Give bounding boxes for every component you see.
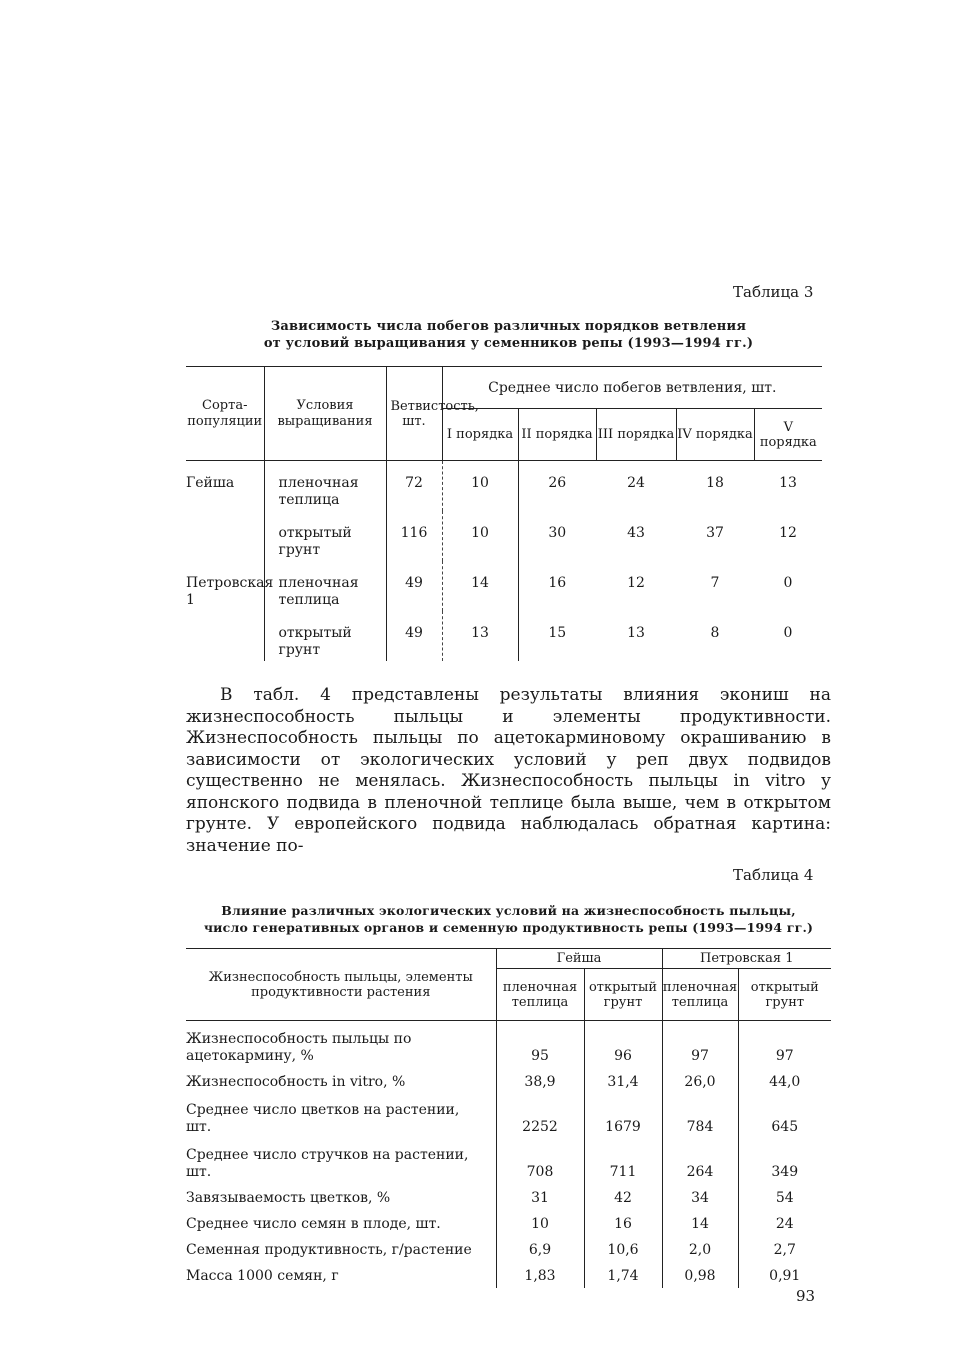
value-cell: 24 xyxy=(627,475,645,491)
conditions-cell: открытый грунт xyxy=(264,611,386,661)
col-variety-header: Сорта-популяции xyxy=(186,367,264,461)
value-cell: 7 xyxy=(710,575,720,591)
page-number: 93 xyxy=(796,1287,816,1305)
value-cell: 16 xyxy=(518,561,596,611)
value-cell: 95 xyxy=(496,1021,584,1069)
col-indicator-header: Жизнеспособность пыльцы, элементы продуктивности растения xyxy=(186,949,496,1021)
conditions-cell: открытый грунт xyxy=(264,511,386,561)
indicator-cell: Среднее число цветков на растении, шт. xyxy=(186,1102,460,1135)
col-order-3: III порядка xyxy=(596,409,676,461)
value-cell: 49 xyxy=(386,611,442,661)
table-row xyxy=(186,1184,831,1210)
value-cell: 12 xyxy=(627,575,645,591)
conditions-cell: пленочная теплица xyxy=(264,561,386,611)
value-cell: 349 xyxy=(738,1139,831,1184)
table-row xyxy=(186,1094,831,1139)
variety-cell xyxy=(186,611,264,661)
value-cell: 10 xyxy=(496,1210,584,1236)
col-sub-4: открытый грунт xyxy=(738,969,831,1021)
col-order-1: I порядка xyxy=(442,409,518,461)
table4-title-line2: число генеративных органов и семенную продуктивность репы (1993—1994 гг.) xyxy=(203,920,814,935)
value-cell: 0,98 xyxy=(662,1262,738,1288)
col-order-5: V порядка xyxy=(754,409,822,461)
table-row xyxy=(186,561,822,611)
table-row xyxy=(186,1210,831,1236)
table-row xyxy=(186,611,822,661)
group-petrovskaya-header: Петровская 1 xyxy=(662,949,831,969)
variety-cell: Петровская 1 xyxy=(186,575,274,608)
value-cell: 43 xyxy=(627,525,645,541)
value-cell: 116 xyxy=(386,511,442,561)
value-cell: 24 xyxy=(738,1210,831,1236)
table3-title xyxy=(186,318,831,352)
table3-title-line2: от условий выращивания у семенников репы (1993—1994 гг.) xyxy=(263,336,754,351)
indicator-cell: Среднее число стручков на растении, шт. xyxy=(186,1147,469,1180)
value-cell: 2,0 xyxy=(662,1236,738,1262)
indicator-cell: Жизнеспособность пыльцы по ацетокармину, % xyxy=(186,1031,412,1064)
indicator-cell: Завязываемость цветков, % xyxy=(186,1190,391,1206)
col-order-2: II порядка xyxy=(518,409,596,461)
col-branching-header: Ветвистость, шт. xyxy=(386,367,442,461)
value-cell: 97 xyxy=(738,1021,831,1069)
value-cell: 96 xyxy=(584,1021,662,1069)
value-cell: 10 xyxy=(442,511,518,561)
value-cell: 10 xyxy=(442,461,518,512)
table-row xyxy=(186,1139,831,1184)
group-geisha-header: Гейша xyxy=(496,949,662,969)
value-cell: 264 xyxy=(662,1139,738,1184)
value-cell: 18 xyxy=(706,475,724,491)
table3 xyxy=(186,366,822,661)
variety-cell: Гейша xyxy=(186,475,235,491)
value-cell: 6,9 xyxy=(496,1236,584,1262)
table4-title-line1: Влияние различных экологических условий на жизнеспособность пыльцы, xyxy=(221,903,796,918)
value-cell: 13 xyxy=(627,625,645,641)
table4 xyxy=(186,948,831,1288)
col-sub-3: пленочная теплица xyxy=(662,969,738,1021)
indicator-cell: Масса 1000 семян, г xyxy=(186,1268,339,1284)
value-cell: 708 xyxy=(496,1139,584,1184)
value-cell: 0 xyxy=(783,575,793,591)
col-order-4: IV порядка xyxy=(676,409,754,461)
value-cell: 1,74 xyxy=(584,1262,662,1288)
value-cell: 2,7 xyxy=(738,1236,831,1262)
value-cell: 1,83 xyxy=(496,1262,584,1288)
value-cell: 54 xyxy=(738,1184,831,1210)
indicator-cell: Семенная продуктивность, г/растение xyxy=(186,1242,472,1258)
body-paragraph: В табл. 4 представлены результаты влияния экониш на жизнеспособность пыльцы и элементы продуктивности. Жизнеспособность пыльцы по ацетокарминовому окрашиванию в зависимости от экологических условий у реп двух подвидов существенно не менялась. Жизнеспособность пыльцы in vitro у японского подвида в пленочной теплице была выше, чем в открытом грунте. У европейского подвида наблюдалась обратная картина: значение по- xyxy=(186,685,831,856)
value-cell: 37 xyxy=(706,525,724,541)
value-cell: 38,9 xyxy=(496,1068,584,1094)
value-cell: 784 xyxy=(662,1094,738,1139)
value-cell: 72 xyxy=(386,461,442,512)
col-sub-1: пленочная теплица xyxy=(496,969,584,1021)
value-cell: 13 xyxy=(779,475,797,491)
table3-title-line1: Зависимость числа побегов различных порядков ветвления xyxy=(270,319,747,334)
table3-label: Таблица 3 xyxy=(733,283,814,301)
col-average-header: Среднее число побегов ветвления, шт. xyxy=(442,367,822,409)
indicator-cell: Среднее число семян в плоде, шт. xyxy=(186,1216,441,1232)
value-cell: 10,6 xyxy=(584,1236,662,1262)
value-cell: 44,0 xyxy=(738,1068,831,1094)
value-cell: 12 xyxy=(779,525,797,541)
table4-label: Таблица 4 xyxy=(733,866,814,884)
value-cell: 14 xyxy=(442,561,518,611)
value-cell: 97 xyxy=(662,1021,738,1069)
value-cell: 42 xyxy=(584,1184,662,1210)
value-cell: 711 xyxy=(584,1139,662,1184)
col-conditions-header: Условия выращивания xyxy=(264,367,386,461)
value-cell: 34 xyxy=(662,1184,738,1210)
value-cell: 16 xyxy=(584,1210,662,1236)
value-cell: 15 xyxy=(518,611,596,661)
value-cell: 13 xyxy=(442,611,518,661)
value-cell: 26,0 xyxy=(662,1068,738,1094)
value-cell: 1679 xyxy=(584,1094,662,1139)
value-cell: 645 xyxy=(738,1094,831,1139)
value-cell: 0,91 xyxy=(738,1262,831,1288)
value-cell: 0 xyxy=(783,625,793,641)
col-sub-2: открытый грунт xyxy=(584,969,662,1021)
value-cell: 31 xyxy=(496,1184,584,1210)
value-cell: 26 xyxy=(518,461,596,512)
value-cell: 30 xyxy=(518,511,596,561)
variety-cell xyxy=(186,511,264,561)
value-cell: 49 xyxy=(386,561,442,611)
table-row xyxy=(186,1236,831,1262)
table-row xyxy=(186,1262,831,1288)
value-cell: 2252 xyxy=(496,1094,584,1139)
table4-title xyxy=(186,902,831,936)
table-row xyxy=(186,1021,831,1069)
table-row xyxy=(186,1068,831,1094)
indicator-cell: Жизнеспособность in vitro, % xyxy=(186,1074,406,1090)
table-row xyxy=(186,461,822,512)
value-cell: 8 xyxy=(710,625,720,641)
value-cell: 14 xyxy=(662,1210,738,1236)
table-row xyxy=(186,511,822,561)
value-cell: 31,4 xyxy=(584,1068,662,1094)
conditions-cell: пленочная теплица xyxy=(264,461,386,512)
